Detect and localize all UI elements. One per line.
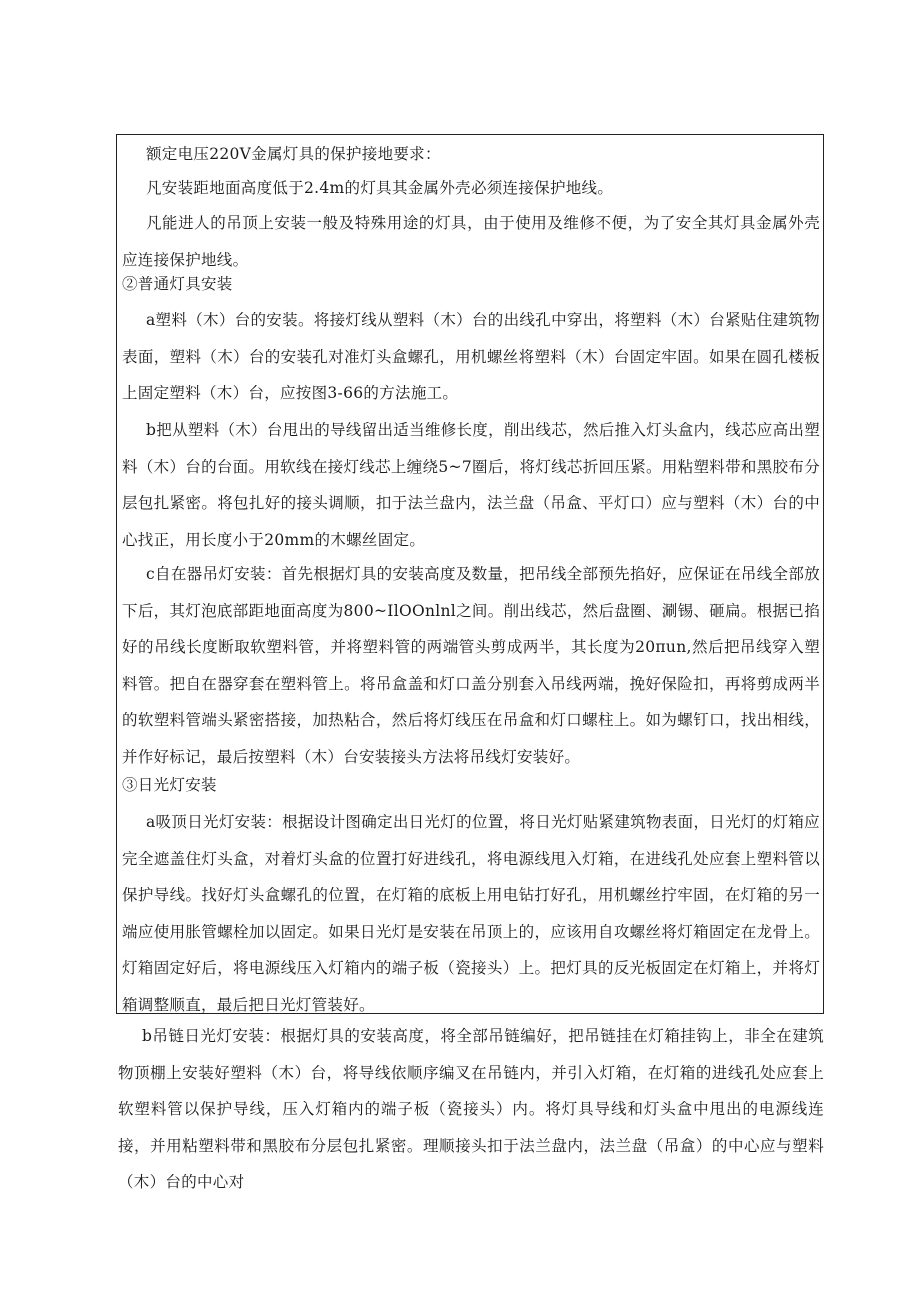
grounding-requirement-title: 额定电压220V金属灯具的保护接地要求： bbox=[146, 145, 441, 163]
paragraph-ceiling-installation: 凡能进人的吊顶上安装一般及特殊用途的灯具，由于使用及维修不便，为了安全其灯具金属外壳应连接保护地线。 bbox=[122, 214, 820, 269]
paragraph-wire-connection: b把从塑料（木）台甩出的导线留出适当维修长度，削出线芯，然后推入灯头盒内，线芯应高出塑料（木）台的台面。用软线在接灯线芯上缠绕5~7圈后，将灯线芯折回压紧。用粘塑料带和黑胶布分层包扎紧密。将包扎好的接头调顺，扣于法兰盘内，法兰盘（吊盒、平灯口）应与塑料（木）台的中心找正，用长度小于20mm的木螺丝固定。 bbox=[122, 421, 820, 549]
paragraph-chain-fluorescent: b吊链日光灯安装：根据灯具的安装高度，将全部吊链编好，把吊链挂在灯箱挂钩上，非全在建筑物顶棚上安装好塑料（木）台，将导线依顺序编叉在吊链内，并引入灯箱，在灯箱的进线孔处应套上软塑料管以保护导线，压入灯箱内的端子板（瓷接头）内。将灯具导线和灯头盒中甩出的电源线连接，并用粘塑料带和黑胶布分层包扎紧密。理顺接头扣于法兰盘内，法兰盘（吊盒）的中心应与塑料（木）台的中心对 bbox=[118, 1027, 824, 1191]
paragraph-plastic-base-install: a塑料（木）台的安装。将接灯线从塑料（木）台的出线孔中穿出，将塑料（木）台紧贴住建筑物表面，塑料（木）台的安装孔对准灯头盒螺孔，用机螺丝将塑料（木）台固定牢固。如果在圆孔楼板上固定塑料（木）台，应按图3-66的方法施工。 bbox=[122, 311, 820, 402]
paragraph-pendant-lamp-install: c自在器吊灯安装：首先根据灯具的安装高度及数量，把吊线全部预先掐好，应保证在吊线全部放下后，其灯泡底部距地面高度为800~IlOOnlnl之间。削出线芯，然后盘圈、涮锡、砸扁。根据已掐好的吊线长度断取软塑料管，并将塑料管的两端管头剪成两半，其长度为20πun,然后把吊线穿入塑料管。把自在器穿套在塑料管上。将吊盒盖和灯口盖分别套入吊线两端，挽好保险扣，再将剪成两半的软塑料管端头紧密搭接，加热粘合，然后将灯线压在吊盒和灯口螺柱上。如为螺钉口，找出相线，并作好标记，最后按塑料（木）台安装接头方法将吊线灯安装好。 bbox=[122, 565, 820, 766]
section-heading-fluorescent-lamps: ③日光灯安装 bbox=[122, 776, 217, 794]
section-heading-general-lamps: ②普通灯具安装 bbox=[122, 275, 233, 293]
paragraph-height-requirement: 凡安装距地面高度低于2.4m的灯具其金属外壳必须连接保护地线。 bbox=[146, 179, 614, 197]
paragraph-ceiling-fluorescent: a吸顶日光灯安装：根据设计图确定出日光灯的位置，将日光灯贴紧建筑物表面，日光灯的灯箱应完全遮盖住灯头盒，对着灯头盒的位置打好进线孔，将电源线甩入灯箱，在进线孔处应套上塑料管以保护导线。找好灯头盒螺孔的位置，在灯箱的底板上用电钻打好孔，用机螺丝拧牢固，在灯箱的另一端应使用胀管螺栓加以固定。如果日光灯是安装在吊顶上的，应该用自攻螺丝将灯箱固定在龙骨上。灯箱固定好后，将电源线压入灯箱内的端子板（瓷接头）上。把灯具的反光板固定在灯箱上，并将灯箱调整顺直，最后把日光灯管装好。 bbox=[122, 813, 820, 1014]
